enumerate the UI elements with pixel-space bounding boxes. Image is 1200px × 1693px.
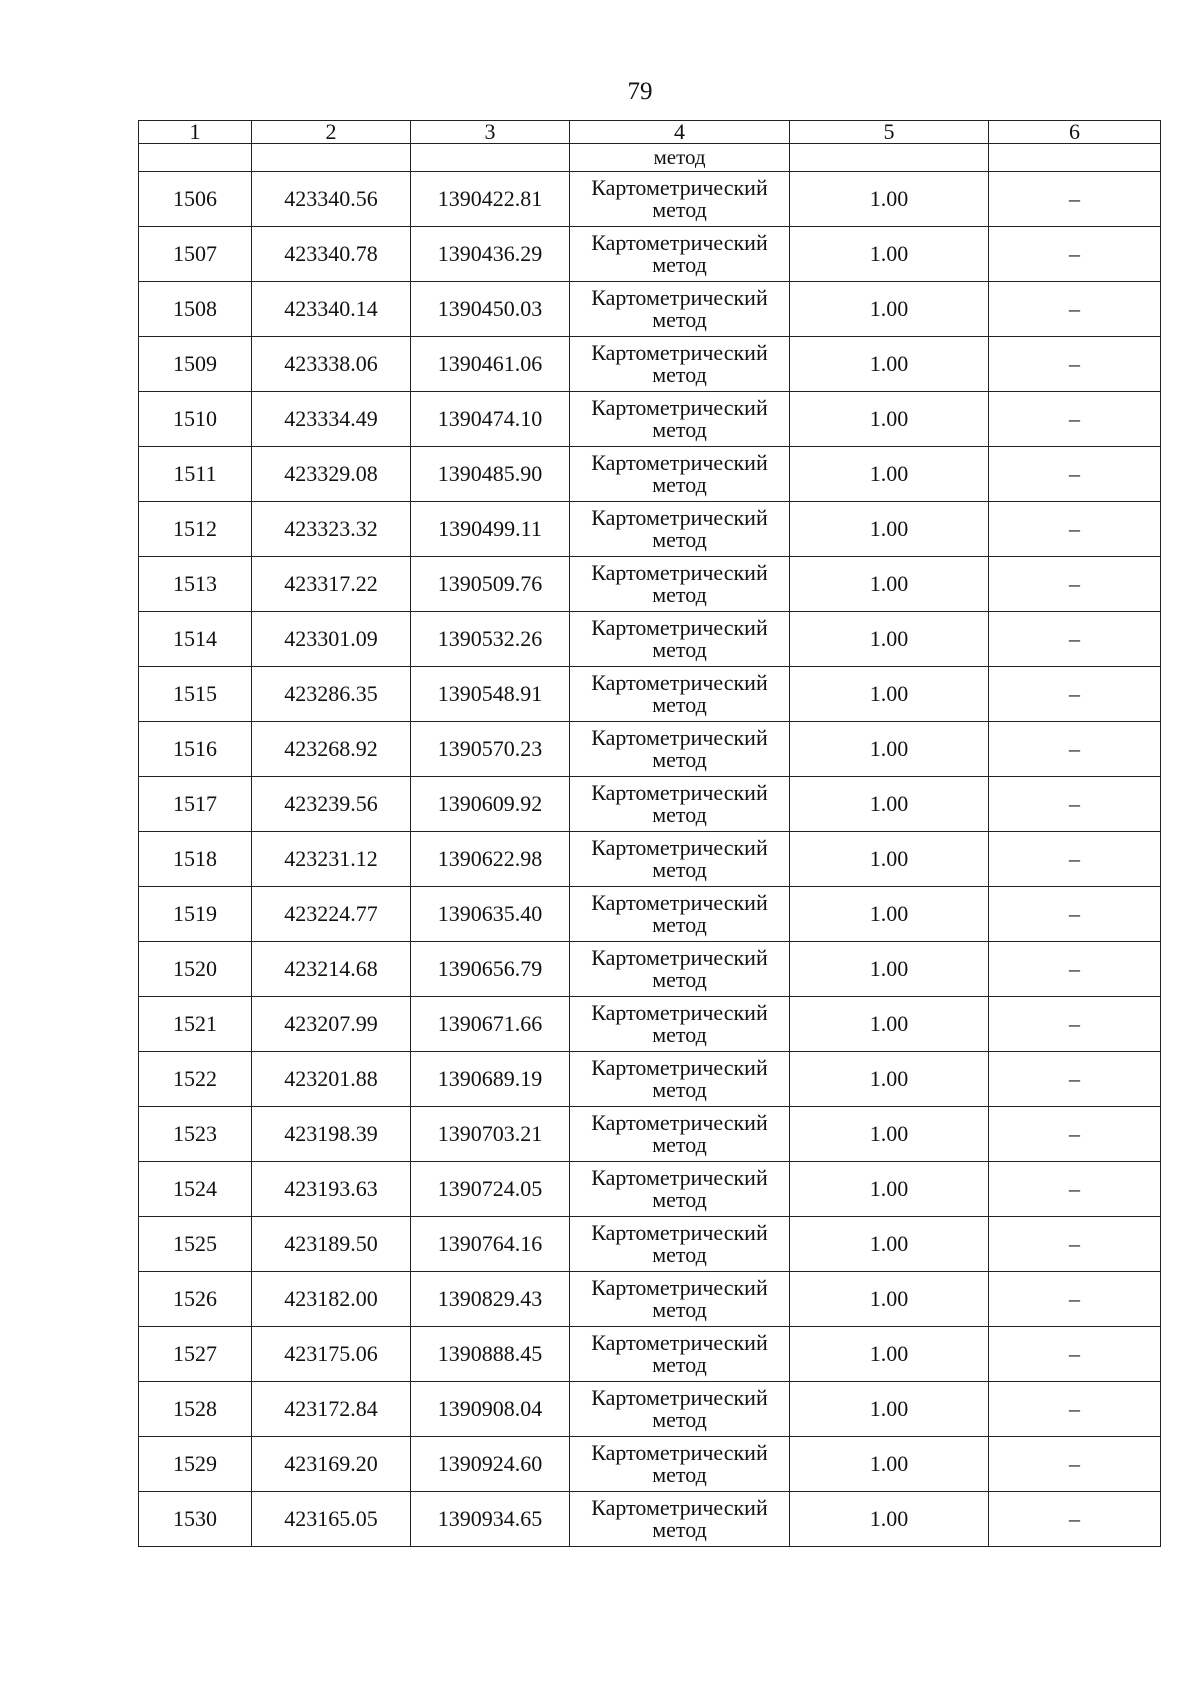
x-coordinate-cell: 423286.35 bbox=[252, 667, 411, 722]
method-cell bbox=[570, 447, 790, 502]
y-coordinate-cell: 1390656.79 bbox=[411, 942, 570, 997]
method-cell bbox=[570, 282, 790, 337]
table-row bbox=[139, 887, 1161, 942]
table-row bbox=[139, 1437, 1161, 1492]
coordinates-table bbox=[138, 120, 1161, 1547]
point-number-cell: 1511 bbox=[139, 447, 252, 502]
x-coordinate-cell: 423214.68 bbox=[252, 942, 411, 997]
method-cell bbox=[570, 777, 790, 832]
accuracy-cell: 1.00 bbox=[790, 1052, 989, 1107]
point-number-cell: 1529 bbox=[139, 1437, 252, 1492]
method-cell bbox=[570, 172, 790, 227]
y-coordinate-cell: 1390499.11 bbox=[411, 502, 570, 557]
method-line-2: метод bbox=[652, 747, 707, 772]
note-cell: – bbox=[989, 832, 1161, 887]
x-coordinate-cell: 423231.12 bbox=[252, 832, 411, 887]
method-line-1: Картометрический bbox=[591, 1440, 768, 1465]
accuracy-cell: 1.00 bbox=[790, 1382, 989, 1437]
note-cell: – bbox=[989, 1052, 1161, 1107]
column-number-2: 2 bbox=[252, 121, 411, 144]
method-line-1: Картометрический bbox=[591, 780, 768, 805]
point-number-cell: 1506 bbox=[139, 172, 252, 227]
x-coordinate-cell: 423268.92 bbox=[252, 722, 411, 777]
point-number-cell: 1517 bbox=[139, 777, 252, 832]
accuracy-cell: 1.00 bbox=[790, 172, 989, 227]
method-line-1: Картометрический bbox=[591, 890, 768, 915]
x-coordinate-cell: 423334.49 bbox=[252, 392, 411, 447]
table-row bbox=[139, 282, 1161, 337]
method-cell bbox=[570, 1382, 790, 1437]
y-coordinate-cell: 1390924.60 bbox=[411, 1437, 570, 1492]
method-cell bbox=[570, 557, 790, 612]
note-cell: – bbox=[989, 612, 1161, 667]
method-line-2: метод bbox=[652, 252, 707, 277]
column-number-4: 4 bbox=[570, 121, 790, 144]
method-line-2: метод bbox=[652, 1077, 707, 1102]
x-coordinate-cell: 423338.06 bbox=[252, 337, 411, 392]
point-number-cell: 1514 bbox=[139, 612, 252, 667]
accuracy-cell: 1.00 bbox=[790, 997, 989, 1052]
note-cell: – bbox=[989, 392, 1161, 447]
x-coordinate-cell: 423165.05 bbox=[252, 1492, 411, 1547]
table-body bbox=[139, 121, 1161, 1547]
table-row bbox=[139, 1327, 1161, 1382]
column-number-3: 3 bbox=[411, 121, 570, 144]
method-line-1: Картометрический bbox=[591, 1385, 768, 1410]
table-row bbox=[139, 447, 1161, 502]
accuracy-cell: 1.00 bbox=[790, 1437, 989, 1492]
table-row bbox=[139, 1272, 1161, 1327]
point-number-cell: 1524 bbox=[139, 1162, 252, 1217]
table-row bbox=[139, 1052, 1161, 1107]
point-number-cell: 1528 bbox=[139, 1382, 252, 1437]
accuracy-cell: 1.00 bbox=[790, 667, 989, 722]
y-coordinate-cell: 1390436.29 bbox=[411, 227, 570, 282]
table-row bbox=[139, 1382, 1161, 1437]
note-cell: – bbox=[989, 722, 1161, 777]
point-number-cell: 1519 bbox=[139, 887, 252, 942]
table-row bbox=[139, 172, 1161, 227]
method-line-2: метод bbox=[652, 1352, 707, 1377]
method-line-1: Картометрический bbox=[591, 1330, 768, 1355]
point-number-cell: 1508 bbox=[139, 282, 252, 337]
y-coordinate-cell: 1390609.92 bbox=[411, 777, 570, 832]
y-coordinate-cell: 1390908.04 bbox=[411, 1382, 570, 1437]
note-cell: – bbox=[989, 1272, 1161, 1327]
method-cell bbox=[570, 942, 790, 997]
x-coordinate-cell: 423198.39 bbox=[252, 1107, 411, 1162]
column-number-5: 5 bbox=[790, 121, 989, 144]
method-line-2: метод bbox=[652, 1462, 707, 1487]
table-row bbox=[139, 777, 1161, 832]
y-coordinate-cell: 1390532.26 bbox=[411, 612, 570, 667]
table-row bbox=[139, 1162, 1161, 1217]
point-number-cell: 1512 bbox=[139, 502, 252, 557]
y-coordinate-cell: 1390485.90 bbox=[411, 447, 570, 502]
accuracy-cell: 1.00 bbox=[790, 447, 989, 502]
x-coordinate-cell: 423301.09 bbox=[252, 612, 411, 667]
point-number-cell: 1518 bbox=[139, 832, 252, 887]
note-cell: – bbox=[989, 447, 1161, 502]
method-line-2: метод bbox=[652, 1132, 707, 1157]
x-coordinate-cell: 423207.99 bbox=[252, 997, 411, 1052]
method-cell bbox=[570, 1437, 790, 1492]
x-coordinate-cell: 423189.50 bbox=[252, 1217, 411, 1272]
y-coordinate-cell: 1390764.16 bbox=[411, 1217, 570, 1272]
method-line-2: метод bbox=[652, 637, 707, 662]
method-line-2: метод bbox=[652, 527, 707, 552]
method-line-2: метод bbox=[652, 307, 707, 332]
note-cell: – bbox=[989, 887, 1161, 942]
x-coordinate-cell: 423172.84 bbox=[252, 1382, 411, 1437]
y-coordinate-cell: 1390635.40 bbox=[411, 887, 570, 942]
accuracy-cell: 1.00 bbox=[790, 1107, 989, 1162]
table-row bbox=[139, 337, 1161, 392]
point-number-cell: 1530 bbox=[139, 1492, 252, 1547]
method-line-2: метод bbox=[652, 802, 707, 827]
accuracy-cell: 1.00 bbox=[790, 832, 989, 887]
method-line-2: метод bbox=[652, 582, 707, 607]
accuracy-cell: 1.00 bbox=[790, 1162, 989, 1217]
method-line-2: метод bbox=[652, 1242, 707, 1267]
x-coordinate-cell: 423239.56 bbox=[252, 777, 411, 832]
method-cell bbox=[570, 502, 790, 557]
method-cell bbox=[570, 1272, 790, 1327]
method-line-1: Картометрический bbox=[591, 1165, 768, 1190]
note-cell: – bbox=[989, 1162, 1161, 1217]
method-cell bbox=[570, 1492, 790, 1547]
column-number-1: 1 bbox=[139, 121, 252, 144]
point-number-cell: 1510 bbox=[139, 392, 252, 447]
note-cell: – bbox=[989, 1107, 1161, 1162]
method-line-2: метод bbox=[652, 197, 707, 222]
table-row bbox=[139, 667, 1161, 722]
x-coordinate-cell: 423193.63 bbox=[252, 1162, 411, 1217]
y-coordinate-cell: 1390509.76 bbox=[411, 557, 570, 612]
method-cell bbox=[570, 1327, 790, 1382]
method-line-1: Картометрический bbox=[591, 1110, 768, 1135]
accuracy-cell: 1.00 bbox=[790, 392, 989, 447]
table-row bbox=[139, 722, 1161, 777]
table-row bbox=[139, 502, 1161, 557]
accuracy-cell: 1.00 bbox=[790, 777, 989, 832]
accuracy-cell: 1.00 bbox=[790, 502, 989, 557]
point-number-cell: 1513 bbox=[139, 557, 252, 612]
table-row bbox=[139, 612, 1161, 667]
point-number-cell: 1515 bbox=[139, 667, 252, 722]
accuracy-cell: 1.00 bbox=[790, 1217, 989, 1272]
method-line-2: метод bbox=[652, 1022, 707, 1047]
method-line-1: Картометрический bbox=[591, 1495, 768, 1520]
note-cell: – bbox=[989, 777, 1161, 832]
note-cell: – bbox=[989, 1217, 1161, 1272]
method-cell bbox=[570, 612, 790, 667]
method-cell bbox=[570, 1052, 790, 1107]
y-coordinate-cell: 1390703.21 bbox=[411, 1107, 570, 1162]
method-line-1: Картометрический bbox=[591, 505, 768, 530]
note-cell: – bbox=[989, 172, 1161, 227]
method-line-1: Картометрический bbox=[591, 340, 768, 365]
y-coordinate-cell: 1390724.05 bbox=[411, 1162, 570, 1217]
method-line-1: Картометрический bbox=[591, 1000, 768, 1025]
x-coordinate-cell: 423182.00 bbox=[252, 1272, 411, 1327]
method-cell bbox=[570, 392, 790, 447]
point-number-cell: 1522 bbox=[139, 1052, 252, 1107]
method-line-1: Картометрический bbox=[591, 1220, 768, 1245]
table-row bbox=[139, 1217, 1161, 1272]
note-cell: – bbox=[989, 557, 1161, 612]
method-cell bbox=[570, 722, 790, 777]
continued-cell-5 bbox=[790, 144, 989, 172]
accuracy-cell: 1.00 bbox=[790, 1492, 989, 1547]
continued-cell-3 bbox=[411, 144, 570, 172]
table-row bbox=[139, 832, 1161, 887]
table-row bbox=[139, 557, 1161, 612]
method-line-1: Картометрический bbox=[591, 670, 768, 695]
method-cell bbox=[570, 227, 790, 282]
x-coordinate-cell: 423201.88 bbox=[252, 1052, 411, 1107]
method-line-2: метод bbox=[652, 1517, 707, 1542]
method-line-2: метод bbox=[652, 967, 707, 992]
y-coordinate-cell: 1390689.19 bbox=[411, 1052, 570, 1107]
note-cell: – bbox=[989, 942, 1161, 997]
method-line-1: Картометрический bbox=[591, 1055, 768, 1080]
method-line-2: метод bbox=[652, 417, 707, 442]
method-line-1: Картометрический bbox=[591, 615, 768, 640]
y-coordinate-cell: 1390888.45 bbox=[411, 1327, 570, 1382]
method-line-1: Картометрический bbox=[591, 395, 768, 420]
method-line-1: Картометрический bbox=[591, 945, 768, 970]
x-coordinate-cell: 423340.78 bbox=[252, 227, 411, 282]
method-line-2: метод bbox=[652, 912, 707, 937]
continued-cell-6 bbox=[989, 144, 1161, 172]
table-row bbox=[139, 1107, 1161, 1162]
accuracy-cell: 1.00 bbox=[790, 942, 989, 997]
method-cell bbox=[570, 887, 790, 942]
accuracy-cell: 1.00 bbox=[790, 887, 989, 942]
table-row bbox=[139, 942, 1161, 997]
point-number-cell: 1516 bbox=[139, 722, 252, 777]
table-row bbox=[139, 227, 1161, 282]
method-line-1: Картометрический bbox=[591, 835, 768, 860]
method-line-2: метод bbox=[652, 472, 707, 497]
note-cell: – bbox=[989, 667, 1161, 722]
x-coordinate-cell: 423340.56 bbox=[252, 172, 411, 227]
method-cell bbox=[570, 1107, 790, 1162]
note-cell: – bbox=[989, 282, 1161, 337]
x-coordinate-cell: 423340.14 bbox=[252, 282, 411, 337]
accuracy-cell: 1.00 bbox=[790, 337, 989, 392]
accuracy-cell: 1.00 bbox=[790, 612, 989, 667]
method-line-2: метод bbox=[652, 1297, 707, 1322]
continued-cell-method: метод bbox=[570, 144, 790, 172]
method-line-1: Картометрический bbox=[591, 725, 768, 750]
x-coordinate-cell: 423169.20 bbox=[252, 1437, 411, 1492]
method-cell bbox=[570, 667, 790, 722]
accuracy-cell: 1.00 bbox=[790, 722, 989, 777]
y-coordinate-cell: 1390829.43 bbox=[411, 1272, 570, 1327]
note-cell: – bbox=[989, 997, 1161, 1052]
x-coordinate-cell: 423329.08 bbox=[252, 447, 411, 502]
table-row bbox=[139, 1492, 1161, 1547]
y-coordinate-cell: 1390548.91 bbox=[411, 667, 570, 722]
point-number-cell: 1507 bbox=[139, 227, 252, 282]
method-cell bbox=[570, 337, 790, 392]
note-cell: – bbox=[989, 337, 1161, 392]
point-number-cell: 1526 bbox=[139, 1272, 252, 1327]
note-cell: – bbox=[989, 227, 1161, 282]
x-coordinate-cell: 423175.06 bbox=[252, 1327, 411, 1382]
accuracy-cell: 1.00 bbox=[790, 557, 989, 612]
method-cell bbox=[570, 832, 790, 887]
note-cell: – bbox=[989, 1492, 1161, 1547]
method-line-1: Картометрический bbox=[591, 285, 768, 310]
accuracy-cell: 1.00 bbox=[790, 1272, 989, 1327]
x-coordinate-cell: 423323.32 bbox=[252, 502, 411, 557]
column-number-row bbox=[139, 121, 1161, 144]
y-coordinate-cell: 1390671.66 bbox=[411, 997, 570, 1052]
point-number-cell: 1523 bbox=[139, 1107, 252, 1162]
y-coordinate-cell: 1390570.23 bbox=[411, 722, 570, 777]
point-number-cell: 1527 bbox=[139, 1327, 252, 1382]
method-line-1: Картометрический bbox=[591, 1275, 768, 1300]
continued-cell-1 bbox=[139, 144, 252, 172]
method-cell bbox=[570, 1217, 790, 1272]
table-row bbox=[139, 997, 1161, 1052]
note-cell: – bbox=[989, 1437, 1161, 1492]
table-row bbox=[139, 392, 1161, 447]
point-number-cell: 1509 bbox=[139, 337, 252, 392]
continued-row bbox=[139, 144, 1161, 172]
continued-cell-2 bbox=[252, 144, 411, 172]
note-cell: – bbox=[989, 1382, 1161, 1437]
y-coordinate-cell: 1390474.10 bbox=[411, 392, 570, 447]
x-coordinate-cell: 423224.77 bbox=[252, 887, 411, 942]
y-coordinate-cell: 1390450.03 bbox=[411, 282, 570, 337]
y-coordinate-cell: 1390622.98 bbox=[411, 832, 570, 887]
method-line-2: метод bbox=[652, 362, 707, 387]
note-cell: – bbox=[989, 502, 1161, 557]
y-coordinate-cell: 1390422.81 bbox=[411, 172, 570, 227]
method-line-2: метод bbox=[652, 1407, 707, 1432]
point-number-cell: 1520 bbox=[139, 942, 252, 997]
method-line-1: Картометрический bbox=[591, 230, 768, 255]
note-cell: – bbox=[989, 1327, 1161, 1382]
method-line-2: метод bbox=[652, 857, 707, 882]
method-line-1: Картометрический bbox=[591, 560, 768, 585]
method-cell bbox=[570, 1162, 790, 1217]
y-coordinate-cell: 1390934.65 bbox=[411, 1492, 570, 1547]
accuracy-cell: 1.00 bbox=[790, 282, 989, 337]
y-coordinate-cell: 1390461.06 bbox=[411, 337, 570, 392]
method-line-2: метод bbox=[652, 692, 707, 717]
accuracy-cell: 1.00 bbox=[790, 227, 989, 282]
method-cell bbox=[570, 997, 790, 1052]
method-line-1: Картометрический bbox=[591, 450, 768, 475]
x-coordinate-cell: 423317.22 bbox=[252, 557, 411, 612]
page-number: 79 bbox=[627, 78, 653, 105]
point-number-cell: 1525 bbox=[139, 1217, 252, 1272]
accuracy-cell: 1.00 bbox=[790, 1327, 989, 1382]
column-number-6: 6 bbox=[989, 121, 1161, 144]
method-line-2: метод bbox=[652, 1187, 707, 1212]
method-line-1: Картометрический bbox=[591, 175, 768, 200]
point-number-cell: 1521 bbox=[139, 997, 252, 1052]
